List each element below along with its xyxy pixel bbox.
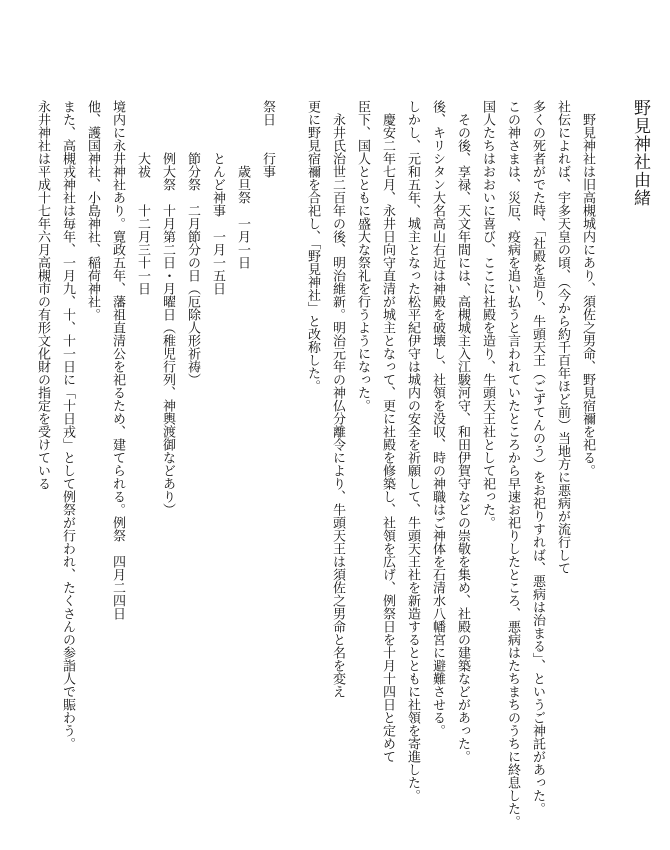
closing-line: 他、護国神社、小島神社、稲荷神社。: [85, 100, 100, 321]
closing-line: また、高槻戎神社は毎年、一月九、十、十一日に「十日戎」として例祭が行われ、たくさんの参詣人で賑わう。: [60, 100, 75, 750]
closing-line: 境内に永井神社あり。寛政五年、藩祖直清公を祀るため、建てられる。例祭 四月二四日: [110, 100, 125, 620]
festival-row: 節分祭 二月節分の日（厄除人形祈祷）: [185, 100, 200, 386]
history-line: 後、キリシタン大名高山右近は神殿を破壊し、社領を没収、時の神職はご神体を石清水八幡宮に避難させる。: [430, 100, 445, 737]
history-line: 更に野見宿禰を合祀し、「野見神社」と改称した。: [305, 100, 320, 393]
history-line: 野見神社は旧高槻城内にあり、須佐之男命、野見宿禰を祀る。: [580, 100, 595, 477]
history-line: 慶安二年七月、永井日向守直清が城主となって、更に社殿を修築し、社領を広げ、例祭日を十月十四日と定めて: [380, 100, 395, 763]
history-line: 多くの死者がでた時、「社殿を造り、牛頭天王（ごずてんのう）をお祀りすれば、悪病は治まる」、というご神託があった。: [530, 100, 545, 815]
history-line: 社伝によれば、宇多天皇の頃、（今から約千百年ほど前）当地方に悪病が流行して: [555, 100, 570, 575]
festival-header: 祭日 行事: [260, 100, 275, 178]
history-line: 臣下、国人とともに盛大な祭礼を行うようになった。: [355, 100, 370, 412]
history-line: この神さまは、災厄、疫病を追い払うと言われていたところから早速お祀りしたところ、悪病はたちまちのうちに終息した。: [505, 100, 520, 828]
festival-row: 歳旦祭 一月一日: [235, 100, 250, 269]
document-title: 野見神社由緒: [630, 99, 650, 207]
history-line: 永井氏治世二百年の後、明治維新。明治元年の神仏分離令により、牛頭天王は須佐之男命と名を変え: [330, 100, 345, 698]
festival-row: 例大祭 十月第二日・月曜日（稚児行列、神輿渡御などあり）: [160, 100, 175, 516]
festival-row: とんど神事 一月一五日: [210, 100, 225, 295]
history-line: しかし、元和五年、城主となった松平紀伊守は城内の安全を祈願して、牛頭天王社を新造するとともに社領を寄進した。: [405, 100, 420, 802]
festival-row: 大祓 十二月三十一日: [135, 100, 150, 295]
history-line: その後、享禄、天文年間には、高槻城主入江駿河守、和田伊賀守などの崇敬を集め、社殿の建築などがあった。: [455, 100, 470, 763]
closing-line: 永井神社は平成十七年六月高槻市の有形文化財の指定を受けている: [35, 100, 50, 490]
history-line: 国人たちはおおいに喜び、ここに社殿を造り、牛頭天王社として祀った。: [480, 100, 495, 529]
